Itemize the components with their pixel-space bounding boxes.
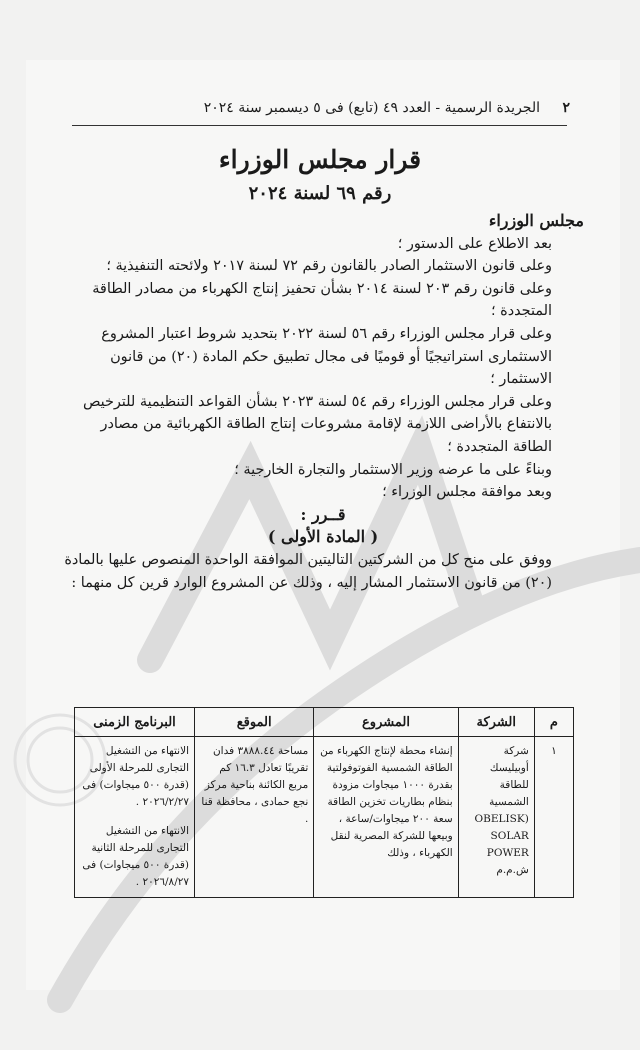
gazette-header-text: الجريدة الرسمية - العدد ٤٩ (تابع) فى ٥ ديسمبر سنة ٢٠٢٤ <box>203 100 540 116</box>
page-header <box>70 100 570 124</box>
header-schedule: البرنامج الزمنى <box>75 708 195 737</box>
header-divider <box>72 125 567 126</box>
page-number: ٢ <box>562 100 570 116</box>
cell-location: مساحة ٣٨٨٨.٤٤ فدان تقريبًا تعادل ١٦.٣ كم مربع الكائنة بناحية مركز نجع حمادى ، محافظة قنا . <box>195 737 314 898</box>
preamble-minister: وبناءً على ما عرضه وزير الاستثمار والتجارة الخارجية ؛ <box>234 461 552 478</box>
decree-title: قرار مجلس الوزراء <box>218 145 422 174</box>
preamble-renewable-law: وعلى قانون رقم ٢٠٣ لسنة ٢٠١٤ بشأن تحفيز إنتاج الكهرباء من مصادر الطاقة المتجددة ؛ <box>92 280 552 320</box>
decree-body <box>62 210 584 594</box>
schedule-phase-one: الانتهاء من التشغيل التجارى للمرحلة الأولى (قدرة ٥٠٠ ميجاوات) فى ٢٠٢٦/٢/٢٧ . <box>82 745 190 808</box>
preamble-approval: وبعد موافقة مجلس الوزراء ؛ <box>382 484 552 501</box>
article-one-text: ووفق على منح كل من الشركتين التاليتين الموافقة الواحدة المنصوص عليها بالمادة (٢٠) من قانون الاستثمار المشار إليه ، وذلك عن المشروع الوارد قرين كل منهما : <box>64 551 552 591</box>
table-header-row <box>75 708 574 737</box>
article-one-heading: ( المادة الأولى ) <box>267 527 379 547</box>
council-heading: مجلس الوزراء <box>488 211 584 230</box>
cell-schedule <box>75 737 195 898</box>
cell-project: إنشاء محطة لإنتاج الكهرباء من الطاقة الشمسية الفوتوفولتية بقدرة ١٠٠٠ ميجاوات مزودة بنظام بطاريات تخزين الطاقة سعة ٢٠٠ ميجاوات/ساعة ، وبيعها للشركة المصرية لنقل الكهرباء ، وذلك <box>314 737 458 898</box>
decree-number: رقم ٦٩ لسنة ٢٠٢٤ <box>248 183 392 204</box>
header-location: الموقع <box>195 708 314 737</box>
cell-num: ١ <box>534 737 573 898</box>
header-project: المشروع <box>314 708 458 737</box>
projects-table <box>74 707 574 898</box>
cell-company: شركة أوبيليسك للطاقة الشمسية (OBELISK SOLAR POWER ش.م.م <box>458 737 534 898</box>
table-row <box>75 737 574 898</box>
preamble-decree-54: وعلى قرار مجلس الوزراء رقم ٥٤ لسنة ٢٠٢٣ بشأن القواعد التنظيمية للترخيص بالانتفاع بالأراضى اللازمة لإقامة مشروعات إنتاج الطاقة الكهربائية من مصادر الطاقة المتجددة ؛ <box>83 393 552 455</box>
header-company: الشركة <box>458 708 534 737</box>
preamble-decree-56: وعلى قرار مجلس الوزراء رقم ٥٦ لسنة ٢٠٢٢ بتحديد شروط اعتبار المشروع الاستثمارى استراتيجيًا أو قوميًا فى مجال تطبيق حكم المادة (٢٠) من قانون الاستثمار ؛ <box>101 325 552 388</box>
decided-heading: قــرر : <box>300 504 346 524</box>
preamble-investment-law: وعلى قانون الاستثمار الصادر بالقانون رقم ٧٢ لسنة ٢٠١٧ ولائحته التنفيذية ؛ <box>106 258 552 275</box>
preamble-constitution: بعد الاطلاع على الدستور ؛ <box>397 235 552 252</box>
header-num: م <box>534 708 573 737</box>
schedule-phase-two: الانتهاء من التشغيل التجارى للمرحلة الثانية (قدرة ٥٠٠ ميجاوات) فى ٢٠٢٦/٨/٢٧ . <box>82 825 190 888</box>
